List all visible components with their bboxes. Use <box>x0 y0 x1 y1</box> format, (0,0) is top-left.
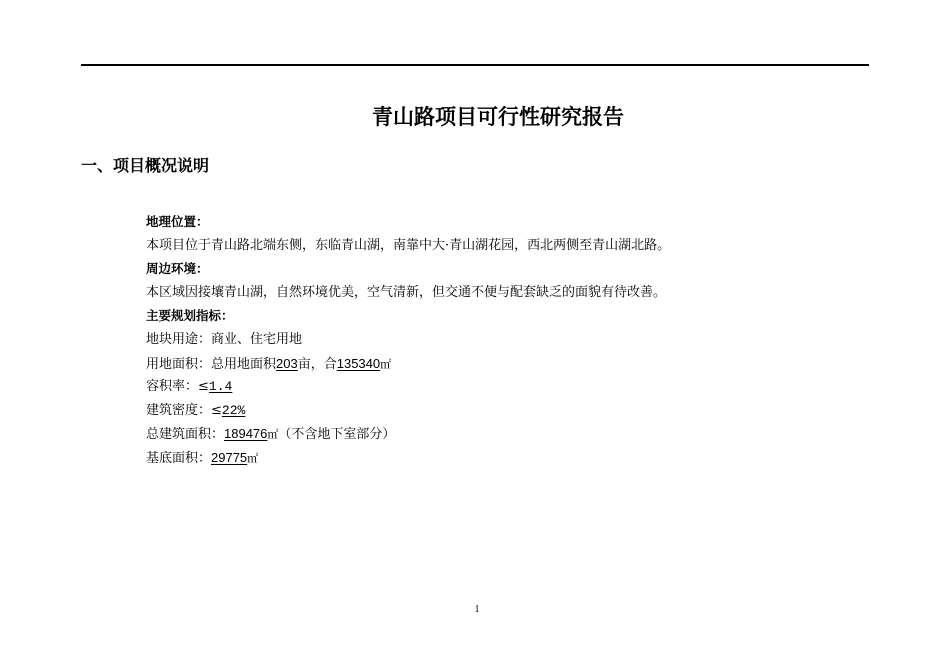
project-overview <box>146 210 866 470</box>
mu-unit: 亩，合 <box>297 356 337 372</box>
gfa-unit: ㎡ <box>267 428 279 442</box>
footprint-unit: ㎡ <box>247 451 259 465</box>
footprint-label: 基底面积： <box>146 450 212 466</box>
density-label: 建筑密度：≤ <box>146 402 222 418</box>
density-line <box>146 399 866 423</box>
environment-text: 本区域因接壤青山湖，自然环境优美，空气清新，但交通不便与配套缺乏的面貌有待改善。 <box>146 284 667 300</box>
land-area-label: 用地面积：总用地面积 <box>146 356 277 372</box>
far-line <box>146 375 866 399</box>
land-use-line: 地块用途：商业、住宅用地 <box>146 331 303 347</box>
far-label: 容积率：≤ <box>146 379 209 395</box>
land-area-sqm-unit: ㎡ <box>380 357 392 371</box>
gfa-note: （不含地下室部分） <box>278 427 396 443</box>
land-area-line <box>146 352 866 376</box>
page-number: 1 <box>474 604 480 615</box>
location-text: 本项目位于青山路北端东侧，东临青山湖，南靠中大·青山湖花园，西北两侧至青山湖北路。 <box>146 237 671 253</box>
document-title: 青山路项目可行性研究报告 <box>372 105 624 129</box>
far-value: 1.4 <box>208 379 233 395</box>
gfa-value: 189476 <box>224 426 268 442</box>
footprint-line <box>146 446 866 470</box>
footprint-value: 29775 <box>211 449 248 465</box>
land-area-sqm-value: 135340 <box>336 355 381 371</box>
section-heading: 一、项目概况说明 <box>81 156 210 175</box>
land-area-mu-value: 203 <box>276 355 298 371</box>
location-heading: 地理位置： <box>146 214 209 229</box>
environment-heading: 周边环境： <box>146 261 209 277</box>
gfa-line <box>146 422 866 446</box>
planning-heading: 主要规划指标： <box>146 308 234 324</box>
header-rule <box>81 64 869 66</box>
density-value: 22% <box>221 402 246 418</box>
gfa-label: 总建筑面积： <box>146 427 225 443</box>
